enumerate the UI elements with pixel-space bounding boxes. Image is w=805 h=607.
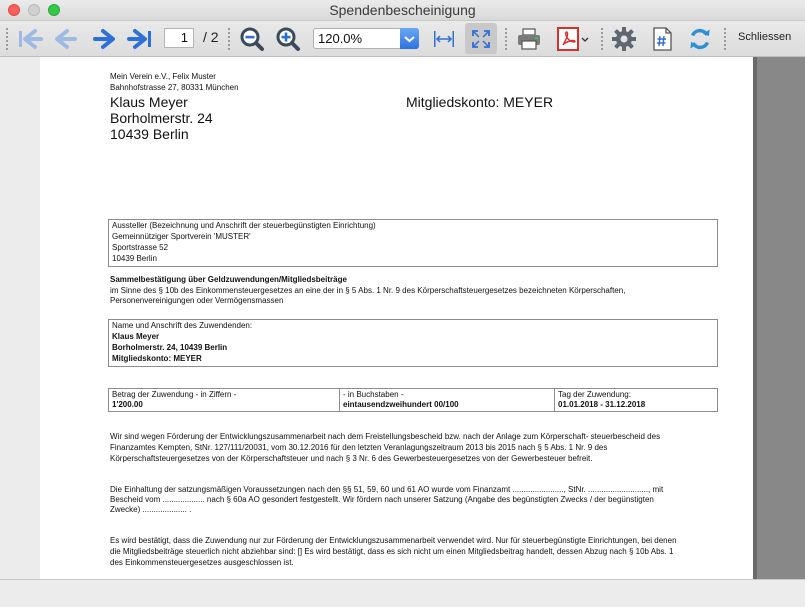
- zoom-in-button[interactable]: [272, 21, 304, 56]
- issuer-heading: Aussteller (Bezeichnung und Anschrift der steuerbegünstigten Einrichtung): [112, 221, 376, 230]
- exemption-paragraph-line: Finanzamtes Kempten, StNr. 127/111/20031, vom 30.12.2016 für den letzten Veranlagungszeitraum 2013 bis 2015 nach § 5 Abs. 1 Nr. 9 des: [110, 443, 608, 452]
- issuer-line: 10439 Berlin: [112, 254, 157, 263]
- status-bar: [0, 579, 805, 607]
- recipient-city: 10439 Berlin: [110, 126, 189, 142]
- fit-width-icon: [432, 28, 456, 50]
- recipient-street: Borholmerstr. 24: [110, 110, 213, 126]
- amount-digits-value: 1'200.00: [112, 400, 143, 409]
- member-account: Mitgliedskonto: MEYER: [406, 94, 554, 110]
- donor-heading: Name und Anschrift des Zuwendenden:: [112, 321, 253, 330]
- donor-line: Mitgliedskonto: MEYER: [112, 354, 202, 363]
- fit-page-button[interactable]: [465, 23, 497, 54]
- page-number-input[interactable]: 1: [164, 28, 194, 48]
- collective-title: Sammelbestätigung über Geldzuwendungen/Mitgliedsbeiträge: [110, 275, 347, 284]
- donation-date-label: Tag der Zuwendung:: [558, 390, 631, 399]
- next-page-button[interactable]: [88, 21, 120, 56]
- amount-table: [108, 388, 718, 412]
- zoom-value: 120.0%: [318, 31, 363, 46]
- statutes-paragraph-line: Die Einhaltung der satzungsmäßigen Voraussetzungen nach den §§ 51, 59, 60 und 61 AO wurde vom Finanzamt ......................., StNr. ..........................., mit: [110, 485, 664, 494]
- zoom-out-button[interactable]: [236, 21, 268, 56]
- toolbar-separator: [505, 28, 509, 50]
- fit-page-icon: [469, 27, 493, 51]
- print-icon: [516, 27, 542, 51]
- window-title: Spendenbescheinigung: [329, 2, 476, 18]
- amount-digits-cell: [109, 389, 340, 411]
- pdf-export-button[interactable]: [552, 21, 594, 56]
- statutes-paragraph-line: Bescheid vom ................... nach § 60a AO gesondert festgestellt. Wir fördern nach unserer Satzung (Angabe des begünstigten Zwecks / der begünstigten: [110, 495, 654, 504]
- amount-words-label: - in Buchstaben -: [343, 390, 404, 399]
- first-page-icon: [17, 28, 43, 50]
- pdf-export-icon: [555, 26, 591, 52]
- toolbar-separator: [601, 28, 605, 50]
- donation-date-cell: [555, 389, 717, 411]
- first-page-button[interactable]: [14, 21, 46, 56]
- amount-words-cell: [340, 389, 555, 411]
- page-shadow: [753, 57, 757, 579]
- last-page-icon: [127, 28, 153, 50]
- donation-date-value: 01.01.2018 - 31.12.2018: [558, 400, 646, 409]
- toolbar: [0, 21, 805, 57]
- next-page-icon: [92, 28, 116, 50]
- chevron-down-icon: [400, 28, 419, 49]
- print-button[interactable]: [512, 21, 546, 56]
- donor-box: [108, 319, 718, 367]
- donor-line: Klaus Meyer: [112, 332, 160, 341]
- exemption-paragraph-line: Wir sind wegen Förderung der Entwicklungszusammenarbeit nach dem Freistellungsbescheid bzw. nach der Anlage zum Körperschaft- steuerbescheid des: [110, 432, 661, 441]
- zoom-select[interactable]: [313, 28, 419, 49]
- page-total-label: / 2: [203, 29, 219, 45]
- confirmation-paragraph-line: des Einkommensteuergesetzes ausgeschlossen ist.: [110, 558, 294, 567]
- sender-line-2: Bahnhofstrasse 27, 80331 München: [110, 83, 239, 92]
- close-button[interactable]: Schliessen: [738, 31, 792, 43]
- toolbar-separator: [6, 28, 10, 50]
- previous-page-button[interactable]: [50, 21, 82, 56]
- page-number-icon: [650, 26, 674, 52]
- page-number-button[interactable]: [646, 21, 678, 56]
- toolbar-separator: [228, 28, 232, 50]
- confirmation-paragraph-line: die Mitgliedsbeiträge steuerlich nicht abziehbar sind: [] Es wird bestätigt, dass es sich nicht um einen Mitgliedsbeitrag handelt, dessen Abzug nach § 10b Abs. 1: [110, 547, 674, 556]
- fit-width-button[interactable]: [428, 21, 460, 56]
- zoom-out-icon: [239, 26, 265, 52]
- refresh-button[interactable]: [684, 21, 716, 56]
- last-page-button[interactable]: [124, 21, 156, 56]
- toolbar-separator: [724, 28, 728, 50]
- previous-page-icon: [54, 28, 78, 50]
- collective-text: Personenvereinigungen oder Vermögensmassen: [110, 296, 284, 305]
- issuer-box: [108, 219, 718, 267]
- settings-button[interactable]: [608, 21, 640, 56]
- confirmation-paragraph-line: Es wird bestätigt, dass die Zuwendung nur zur Förderung der Entwicklungszusammenarbeit verwendet wird. Nur für steuerbegünstigte Einrichtungen, bei denen: [110, 536, 677, 545]
- zoom-in-icon: [275, 26, 301, 52]
- donor-line: Borholmerstr. 24, 10439 Berlin: [112, 343, 228, 352]
- statutes-paragraph-line: Zwecke) .................... .: [110, 505, 192, 514]
- canvas-background: [755, 57, 805, 579]
- refresh-icon: [687, 26, 713, 52]
- amount-digits-label: Betrag der Zuwendung - in Ziffern -: [112, 390, 237, 399]
- issuer-line: Gemeinnütziger Sportverein 'MUSTER': [112, 232, 251, 241]
- collective-text: im Sinne des § 10b des Einkommensteuergesetzes an eine der in § 5 Abs. 1 Nr. 9 des Körperschaftsteuergesetzes bezeichneten Körperschaften,: [110, 286, 626, 295]
- gear-icon: [611, 26, 637, 52]
- issuer-line: Sportstrasse 52: [112, 243, 169, 252]
- sender-line-1: Mein Verein e.V., Felix Muster: [110, 72, 216, 81]
- exemption-paragraph-line: Körperschaftsteuergesetzes von der Körperschaftsteuer und nach § 3 Nr. 6 des Gewerbesteuergesetzes von der Gewerbesteuer befreit.: [110, 454, 593, 463]
- title-bar: [0, 0, 805, 21]
- document-page: [40, 57, 753, 579]
- amount-words-value: eintausendzweihundert 00/100: [343, 400, 459, 409]
- recipient-name: Klaus Meyer: [110, 94, 188, 110]
